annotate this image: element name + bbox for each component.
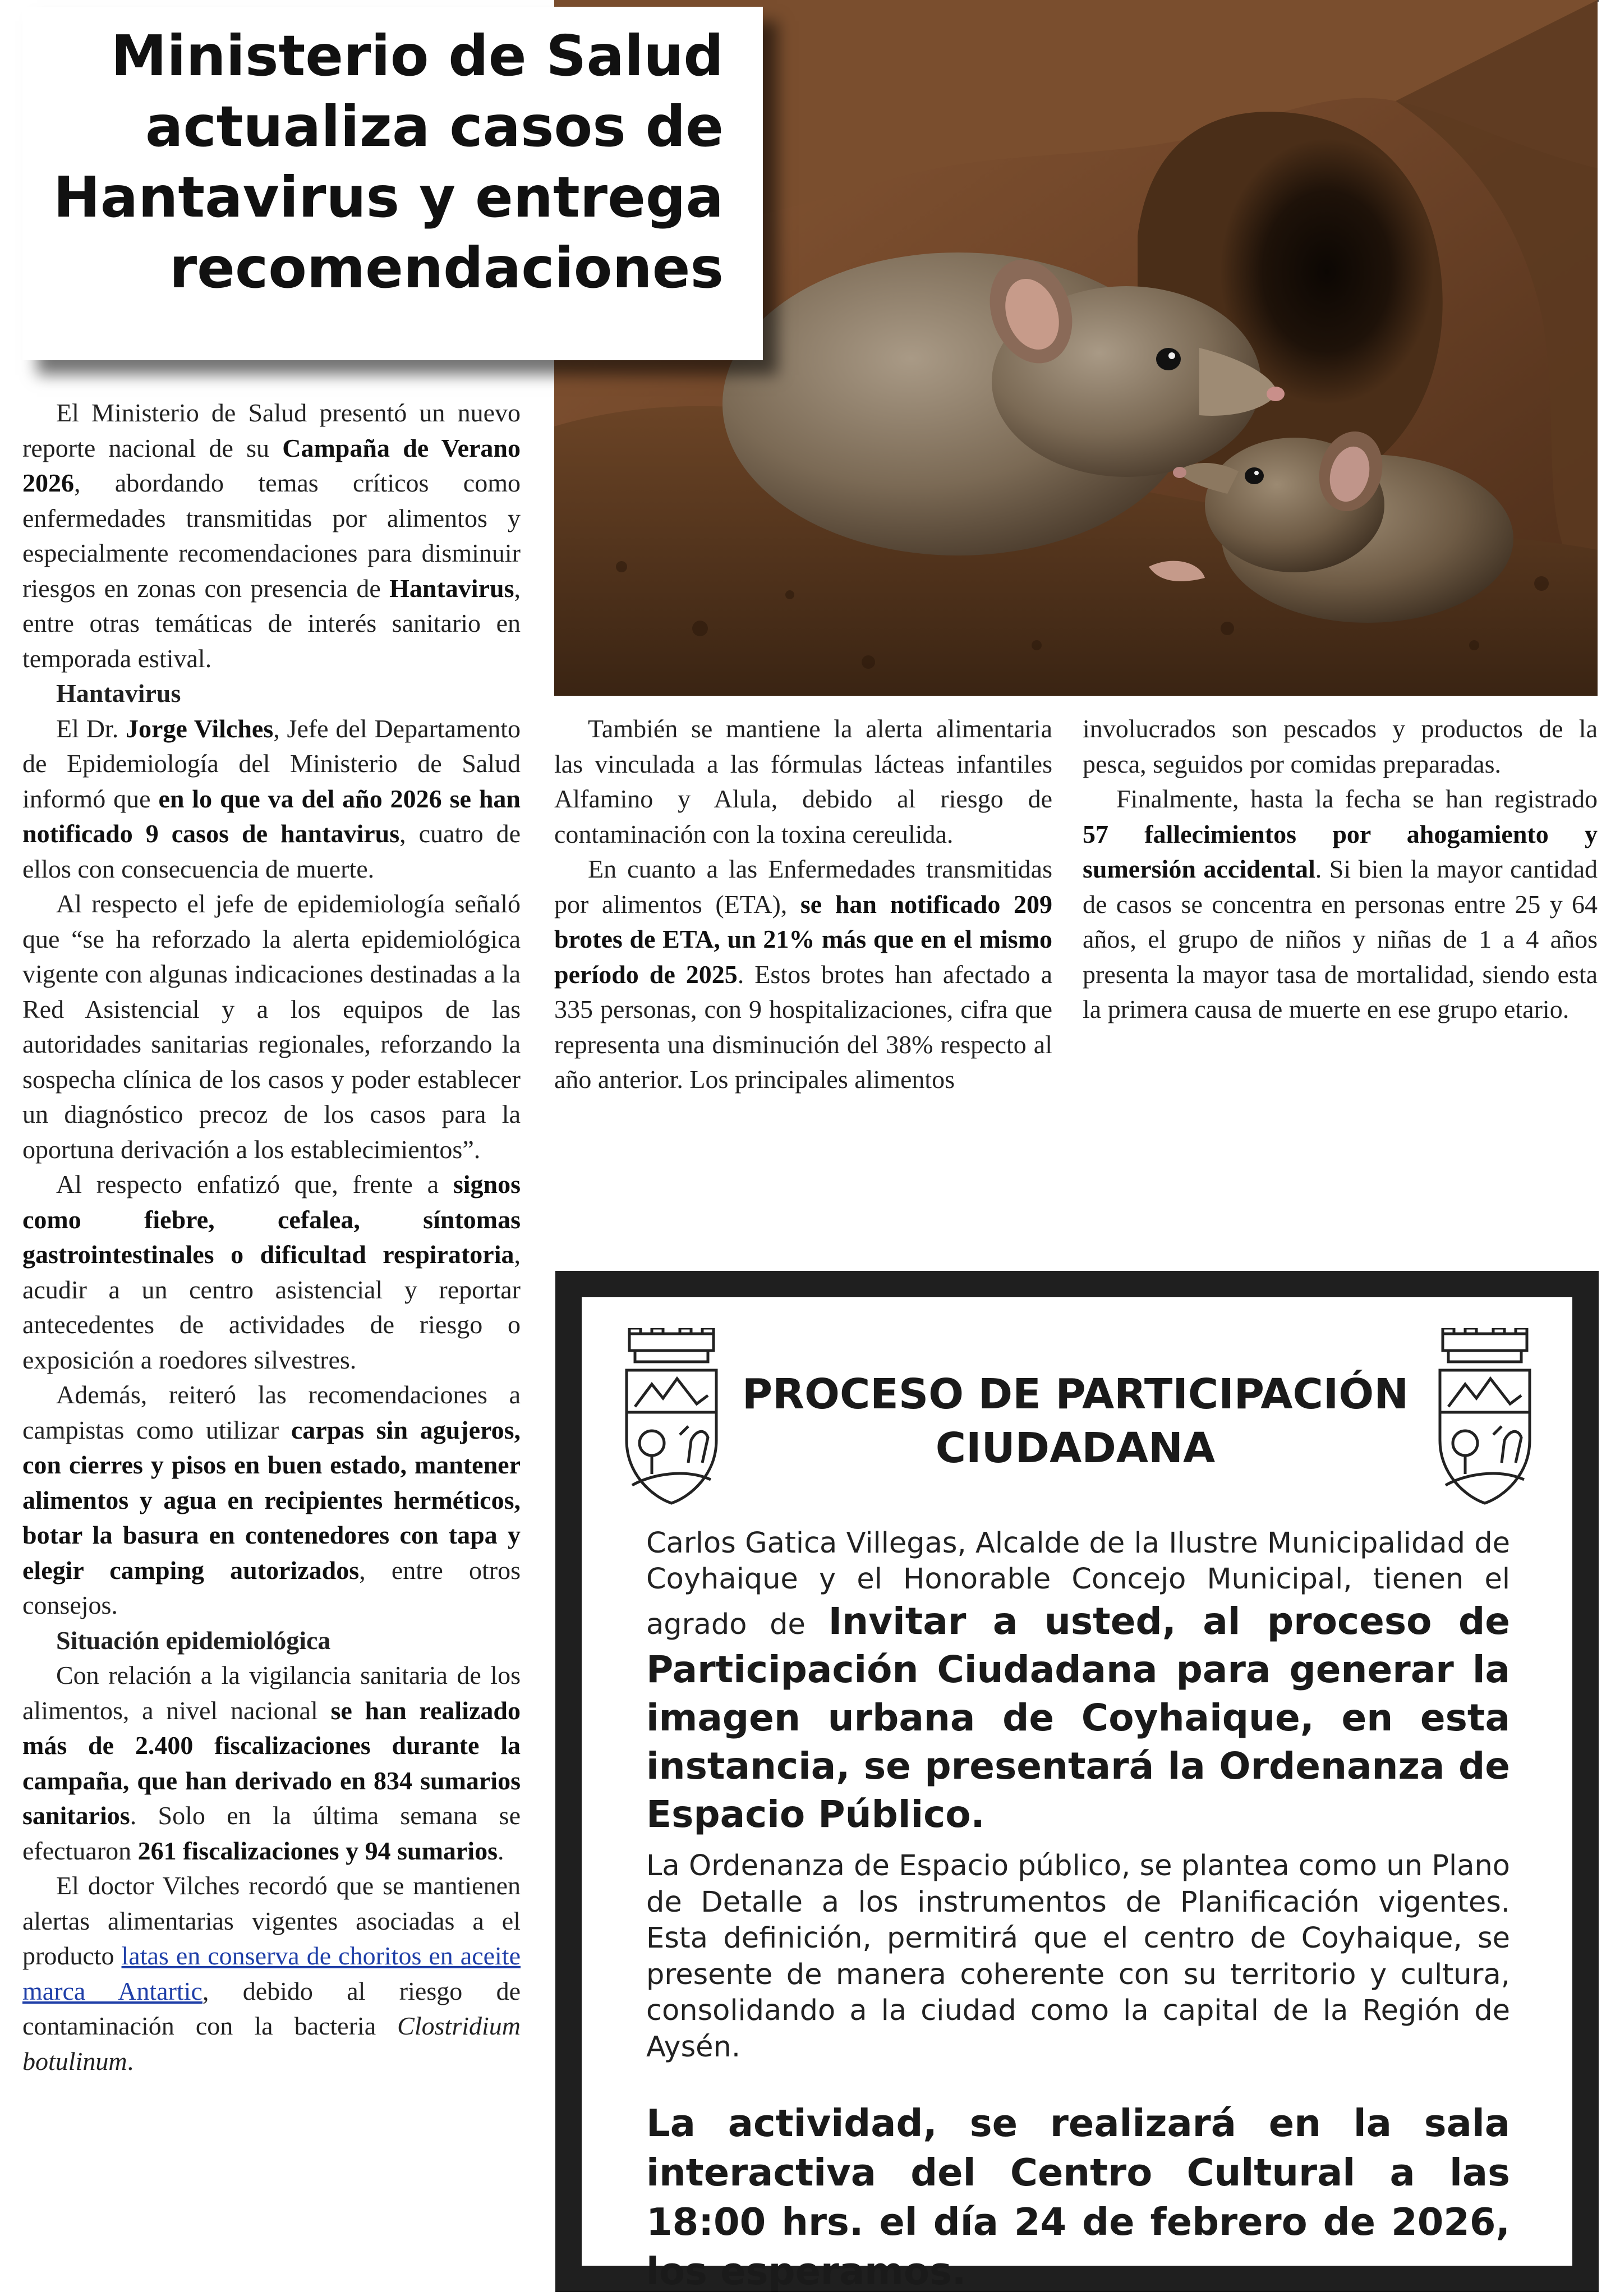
notice-description: La Ordenanza de Espacio público, se plantea como un Plano de Detalle a los instrumentos de Planificación vigentes. Esta definición, permitirá que el centro de Coyhaique, se presente de manera coherente con su territorio y cultura, consolidando a la ciudad como la capital de la Región de Aysén. xyxy=(646,1849,1510,2064)
notice-invitation: Carlos Gatica Villegas, Alcalde de la Ilustre Municipalidad de Coyhaique y el Honorable Concejo Municipal, tienen el agrado de Invitar a usted, al proceso de Participación Ciudadana para generar la imagen urbana de Coyhaique, en esta instancia, se presentará la Ordenanza de Espacio Público. xyxy=(646,1527,1510,1836)
article-paragraph: Finalmente, hasta la fecha se han registrado 57 fallecimientos por ahogamiento y sumersión accidental. Si bien la mayor cantidad de casos se concentra en personas entre 25 y 64 años, el grupo de niños y niñas de 1 a 4 años presenta la mayor tasa de mortalidad, siendo esta la primera causa de muerte en ese grupo etario. xyxy=(1083,784,1598,1023)
headline: Ministerio de Salud actualiza casos de Hantavirus y entrega recomendaciones xyxy=(53,23,724,301)
article-paragraph: Al respecto el jefe de epidemiología señaló que “se ha reforzado la alerta epidemiológica vigente con algunas indicaciones destinadas a la Red Asistencial y a los equipos de las autoridades sanitarias regionales, reforzando la sospecha clínica de los casos y poder establecer un diagnóstico precoz de los casos para la oportuna derivación a los establecimientos”. xyxy=(22,889,521,1164)
article-column-3 xyxy=(1083,711,1598,1027)
notice-title: PROCESO DE PARTICIPACIÓN CIUDADANA xyxy=(742,1370,1409,1472)
participation-notice xyxy=(555,1271,1599,2292)
notice-event-details: La actividad, se realizará en la sala interactiva del Centro Cultural a las 18:00 hrs. el día 24 de febrero de 2026, los esperamos. xyxy=(646,2101,1510,2293)
coyhaique-crest-icon xyxy=(1432,1328,1538,1508)
article-column-2 xyxy=(554,711,1052,1098)
article-paragraph: También se mantiene la alerta alimentaria las vinculada a las fórmulas lácteas infantiles Alfamino y Alula, debido al riesgo de contaminación con la toxina cereulida. xyxy=(554,714,1052,848)
article-paragraph: El doctor Vilches recordó que se mantienen alertas alimentarias vigentes asociadas a el producto latas en conserva de choritos en aceite marca Antartic, debido al riesgo de contaminación con la bacteria Clostridium botulinum. xyxy=(22,1871,521,2075)
article-paragraph: En cuanto a las Enfermedades transmitidas por alimentos (ETA), se han notificado 209 brotes de ETA, un 21% más que en el mismo período de 2025. Estos brotes han afectado a 335 personas, con 9 hospitalizaciones, cifra que representa una disminución del 38% respecto al año anterior. Los principales alimentos xyxy=(554,855,1053,1094)
article-paragraph: involucrados son pescados y productos de la pesca, seguidos por comidas preparadas. xyxy=(1083,714,1598,778)
article-column-1 xyxy=(22,396,521,2079)
article-paragraph: Al respecto enfatizó que, frente a signos como fiebre, cefalea, síntomas gastrointestinales o dificultad respiratoria, acudir a un centro asistencial y reportar antecedentes de actividades de riesgo o exposición a roedores silvestres. xyxy=(22,1170,521,1374)
article-paragraph: Con relación a la vigilancia sanitaria de los alimentos, a nivel nacional se han realizado más de 2.400 fiscalizaciones durante la campaña, que han derivado en 834 sumarios sanitarios. Solo en la última semana se efectuaron 261 fiscalizaciones y 94 sumarios. xyxy=(22,1661,521,1865)
article-paragraph: El Dr. Jorge Vilches, Jefe del Departamento de Epidemiología del Ministerio de Salud informó que en lo que va del año 2026 se han notificado 9 casos de hantavirus, cuatro de ellos con consecuencia de muerte. xyxy=(22,714,521,883)
section-heading-hantavirus: Hantavirus xyxy=(56,679,181,708)
article-paragraph: Además, reiteró las recomendaciones a campistas como utilizar carpas sin agujeros, con cierres y pisos en buen estado, mantener alimentos y agua en recipientes herméticos, botar la basura en contenedores con tapa y elegir camping autorizados, entre otros consejos. xyxy=(22,1380,521,1619)
product-alert-link[interactable]: latas en conserva de choritos en aceite marca Antartic xyxy=(22,1941,521,2005)
article-paragraph: El Ministerio de Salud presentó un nuevo reporte nacional de su Campaña de Verano 2026, abordando temas críticos como enfermedades transmitidas por alimentos y especialmente recomendaciones para disminuir riesgos en zonas con presencia de Hantavirus, entre otras temáticas de interés sanitario en temporada estival. xyxy=(22,398,521,673)
headline-box xyxy=(22,7,763,360)
section-heading-situacion: Situación epidemiológica xyxy=(56,1625,331,1655)
coyhaique-crest-icon xyxy=(618,1328,725,1508)
